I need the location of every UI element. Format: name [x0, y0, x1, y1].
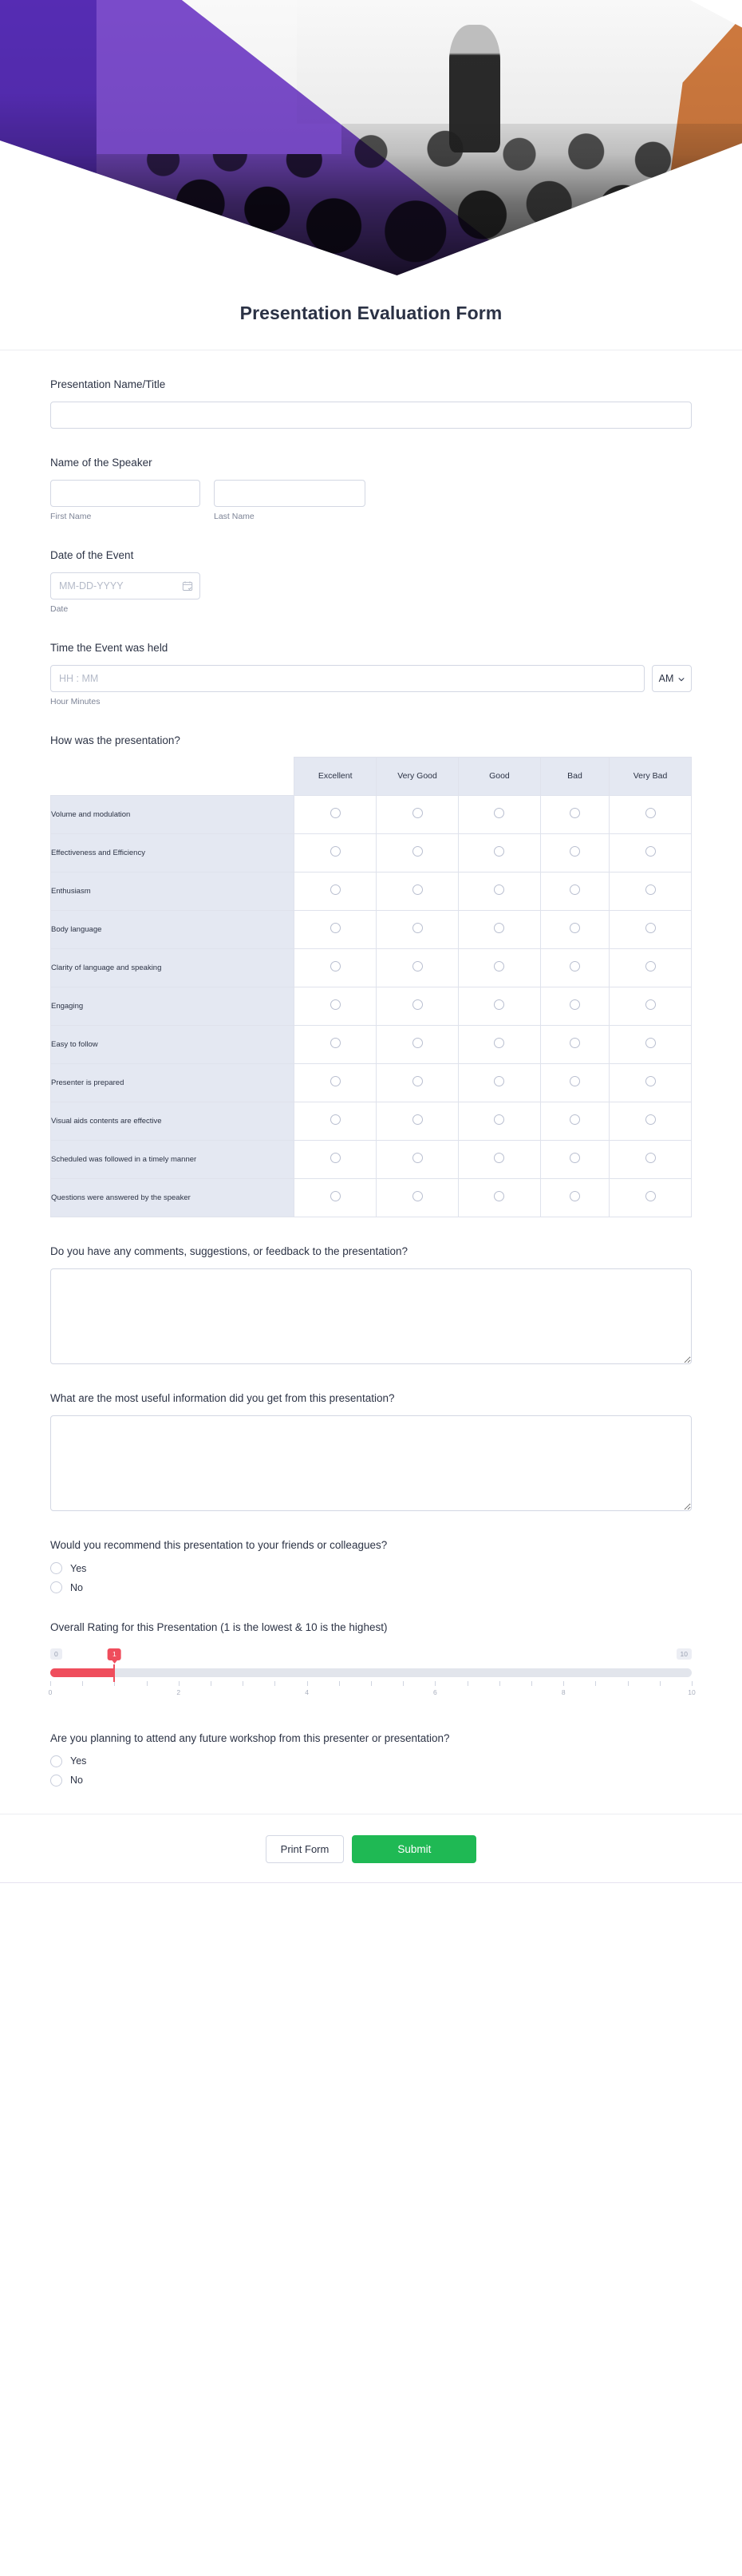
radio-button-icon[interactable] [570, 884, 580, 895]
last-name-sublabel: Last Name [214, 511, 255, 521]
matrix-radio-cell[interactable] [458, 873, 540, 911]
radio-button-icon[interactable] [412, 1191, 423, 1201]
radio-button-icon[interactable] [412, 884, 423, 895]
matrix-radio-cell[interactable] [294, 1102, 377, 1141]
radio-button-icon[interactable] [494, 1076, 504, 1086]
header-image-clip [0, 0, 742, 275]
matrix-radio-cell[interactable] [377, 796, 459, 834]
table-row [51, 987, 692, 1026]
radio-button-icon[interactable] [50, 1562, 62, 1574]
radio-button-icon[interactable] [330, 961, 341, 971]
print-form-button[interactable]: Print Form [266, 1835, 345, 1863]
radio-button-icon[interactable] [494, 999, 504, 1010]
matrix-radio-cell[interactable] [294, 1026, 377, 1064]
slider-handle[interactable] [113, 1664, 115, 1682]
useful-info-label: What are the most useful information did you get from this presentation? [50, 1392, 395, 1405]
presentation-name-label: Presentation Name/Title [50, 378, 166, 390]
comments-textarea[interactable] [50, 1268, 692, 1364]
slider-tick [499, 1681, 500, 1686]
matrix-radio-cell[interactable] [377, 1102, 459, 1141]
radio-button-icon[interactable] [570, 1038, 580, 1048]
matrix-radio-cell[interactable] [458, 949, 540, 987]
matrix-radio-cell[interactable] [458, 834, 540, 873]
radio-button-icon[interactable] [494, 1114, 504, 1125]
slider-tick [403, 1681, 404, 1686]
slider-axis-labels [48, 1688, 696, 1700]
radio-button-icon[interactable] [412, 1114, 423, 1125]
field-recommend [50, 1538, 692, 1593]
event-date-label: Date of the Event [50, 548, 134, 561]
matrix-radio-cell[interactable] [610, 911, 692, 949]
radio-button-icon[interactable] [570, 1191, 580, 1201]
radio-button-icon[interactable] [570, 999, 580, 1010]
radio-button-icon[interactable] [412, 961, 423, 971]
slider-tick [371, 1681, 372, 1686]
table-row [51, 834, 692, 873]
radio-button-icon[interactable] [412, 1038, 423, 1048]
matrix-radio-cell[interactable] [294, 1064, 377, 1102]
radio-button-icon[interactable] [570, 1153, 580, 1163]
chevron-down-icon [677, 675, 685, 683]
matrix-radio-cell[interactable] [458, 987, 540, 1026]
radio-button-icon[interactable] [330, 923, 341, 933]
slider-tick [50, 1681, 51, 1686]
radio-option-row[interactable] [50, 1755, 692, 1767]
field-speaker-name [50, 456, 692, 521]
rating-slider-block [48, 1648, 696, 1704]
matrix-radio-cell[interactable] [610, 949, 692, 987]
matrix-row-label: Presenter is prepared [51, 1064, 294, 1102]
radio-option-label: Yes [70, 1755, 87, 1767]
matrix-radio-cell[interactable] [540, 911, 609, 949]
page-title: Presentation Evaluation Form [239, 303, 503, 323]
radio-button-icon[interactable] [570, 846, 580, 857]
radio-button-icon[interactable] [570, 961, 580, 971]
future-workshop-label: Are you planning to attend any future workshop from this presenter or presentation? [50, 1732, 450, 1745]
radio-button-icon[interactable] [494, 1038, 504, 1048]
matrix-col-header: Excellent [294, 758, 377, 796]
matrix-col-header: Bad [540, 758, 609, 796]
matrix-radio-cell[interactable] [540, 1064, 609, 1102]
radio-button-icon[interactable] [645, 808, 656, 818]
slider-tick [82, 1681, 83, 1686]
radio-option-label: Yes [70, 1562, 87, 1574]
radio-button-icon[interactable] [645, 846, 656, 857]
matrix-radio-cell[interactable] [294, 987, 377, 1026]
table-row [51, 1141, 692, 1179]
matrix-col-header: Very Good [377, 758, 459, 796]
table-row [51, 873, 692, 911]
matrix-radio-cell[interactable] [610, 1064, 692, 1102]
matrix-wrap [50, 757, 692, 1217]
submit-button[interactable]: Submit [352, 1835, 476, 1863]
matrix-row-label: Engaging [51, 987, 294, 1026]
radio-button-icon[interactable] [330, 808, 341, 818]
first-name-group [50, 480, 200, 521]
matrix-radio-cell[interactable] [294, 873, 377, 911]
radio-button-icon[interactable] [494, 808, 504, 818]
radio-button-icon[interactable] [570, 808, 580, 818]
wall-backdrop [297, 0, 742, 124]
radio-button-icon[interactable] [570, 1114, 580, 1125]
radio-button-icon[interactable] [330, 1153, 341, 1163]
matrix-radio-cell[interactable] [458, 1026, 540, 1064]
matrix-radio-cell[interactable] [377, 873, 459, 911]
matrix-radio-cell[interactable] [294, 796, 377, 834]
matrix-radio-cell[interactable] [610, 1179, 692, 1217]
matrix-radio-cell[interactable] [377, 911, 459, 949]
radio-button-icon[interactable] [494, 884, 504, 895]
field-useful-info [50, 1391, 692, 1511]
matrix-header-row [51, 758, 692, 796]
matrix-radio-cell[interactable] [540, 796, 609, 834]
matrix-radio-cell[interactable] [458, 796, 540, 834]
event-date-input[interactable] [50, 572, 200, 599]
radio-button-icon[interactable] [330, 846, 341, 857]
radio-button-icon[interactable] [494, 846, 504, 857]
slider-tick [435, 1681, 436, 1686]
radio-button-icon[interactable] [412, 999, 423, 1010]
matrix-radio-cell[interactable] [377, 1141, 459, 1179]
matrix-question-label: How was the presentation? [50, 734, 180, 746]
matrix-radio-cell[interactable] [610, 987, 692, 1026]
radio-button-icon[interactable] [645, 1076, 656, 1086]
radio-button-icon[interactable] [494, 1191, 504, 1201]
title-section [0, 275, 742, 350]
matrix-radio-cell[interactable] [458, 1102, 540, 1141]
radio-button-icon[interactable] [645, 999, 656, 1010]
form-body [0, 350, 742, 1787]
radio-button-icon[interactable] [494, 961, 504, 971]
radio-button-icon[interactable] [50, 1775, 62, 1787]
matrix-radio-cell[interactable] [540, 949, 609, 987]
field-future-workshop [50, 1731, 692, 1787]
matrix-radio-cell[interactable] [458, 911, 540, 949]
slider-track[interactable] [50, 1668, 692, 1677]
radio-option-label: No [70, 1775, 83, 1787]
table-row [51, 1026, 692, 1064]
matrix-radio-cell[interactable] [294, 949, 377, 987]
field-presentation-matrix [50, 734, 692, 1218]
matrix-radio-cell[interactable] [377, 987, 459, 1026]
radio-button-icon[interactable] [645, 923, 656, 933]
matrix-radio-cell[interactable] [540, 1141, 609, 1179]
slider-tick [147, 1681, 148, 1686]
matrix-radio-cell[interactable] [458, 1141, 540, 1179]
radio-button-icon[interactable] [494, 923, 504, 933]
table-row [51, 796, 692, 834]
radio-option-row[interactable] [50, 1775, 692, 1787]
matrix-radio-cell[interactable] [377, 1026, 459, 1064]
slider-tick [339, 1681, 340, 1686]
radio-button-icon[interactable] [330, 1076, 341, 1086]
first-name-input[interactable] [50, 480, 200, 507]
speaker-figure [449, 25, 500, 152]
radio-button-icon[interactable] [50, 1755, 62, 1767]
matrix-radio-cell[interactable] [610, 796, 692, 834]
recommend-label: Would you recommend this presentation to your friends or colleagues? [50, 1539, 388, 1552]
radio-button-icon[interactable] [412, 1153, 423, 1163]
last-name-input[interactable] [214, 480, 365, 507]
matrix-row-label: Visual aids contents are effective [51, 1102, 294, 1141]
matrix-row-label: Body language [51, 911, 294, 949]
slider-tick [628, 1681, 629, 1686]
slider-tick [307, 1681, 308, 1686]
radio-option-row[interactable] [50, 1581, 692, 1593]
matrix-body [51, 796, 692, 1217]
matrix-corner-cell [51, 758, 294, 796]
future-workshop-options [50, 1755, 692, 1787]
useful-info-textarea[interactable] [50, 1415, 692, 1511]
rating-slider[interactable] [48, 1648, 696, 1704]
matrix-radio-cell[interactable] [377, 1179, 459, 1217]
matrix-row-label: Scheduled was followed in a timely manner [51, 1141, 294, 1179]
slider-tick [531, 1681, 532, 1686]
matrix-radio-cell[interactable] [610, 1026, 692, 1064]
ampm-selected-value: AM [658, 672, 674, 684]
radio-button-icon[interactable] [330, 1191, 341, 1201]
slider-axis-label: 6 [433, 1688, 437, 1697]
matrix-radio-cell[interactable] [540, 1179, 609, 1217]
slider-max-badge: 10 [677, 1648, 692, 1660]
field-comments [50, 1244, 692, 1364]
slider-axis-label: 8 [561, 1688, 566, 1697]
time-row [50, 665, 692, 692]
radio-button-icon[interactable] [645, 1038, 656, 1048]
matrix-row-label: Effectiveness and Efficiency [51, 834, 294, 873]
field-presentation-name [50, 378, 692, 429]
matrix-radio-cell[interactable] [294, 1179, 377, 1217]
header-banner [0, 0, 742, 275]
matrix-radio-cell[interactable] [377, 949, 459, 987]
comments-label: Do you have any comments, suggestions, or feedback to the presentation? [50, 1245, 408, 1258]
speaker-name-row [50, 480, 692, 521]
matrix-col-header: Very Bad [610, 758, 692, 796]
slider-tick [274, 1681, 275, 1686]
matrix-row-label: Questions were answered by the speaker [51, 1179, 294, 1217]
radio-button-icon[interactable] [570, 1076, 580, 1086]
radio-button-icon[interactable] [645, 884, 656, 895]
recommend-options [50, 1562, 692, 1593]
matrix-radio-cell[interactable] [458, 1179, 540, 1217]
radio-button-icon[interactable] [412, 1076, 423, 1086]
matrix-row-label: Clarity of language and speaking [51, 949, 294, 987]
matrix-radio-cell[interactable] [610, 834, 692, 873]
matrix-col-header: Good [458, 758, 540, 796]
radio-button-icon[interactable] [645, 1153, 656, 1163]
matrix-radio-cell[interactable] [540, 834, 609, 873]
overall-rating-label: Overall Rating for this Presentation (1 is the lowest & 10 is the highest) [50, 1621, 388, 1634]
matrix-radio-cell[interactable] [458, 1064, 540, 1102]
slider-track-fill [50, 1668, 114, 1677]
slider-tick [660, 1681, 661, 1686]
matrix-radio-cell[interactable] [294, 911, 377, 949]
matrix-radio-cell[interactable] [540, 1026, 609, 1064]
slider-axis-label: 10 [688, 1688, 696, 1697]
speaker-name-label: Name of the Speaker [50, 456, 152, 469]
matrix-row-label: Easy to follow [51, 1026, 294, 1064]
radio-button-icon[interactable] [645, 1114, 656, 1125]
field-overall-rating [48, 1620, 696, 1704]
matrix-radio-cell[interactable] [377, 834, 459, 873]
slider-value-bubble: 1 [108, 1648, 121, 1660]
bottom-divider [0, 1882, 742, 1883]
event-time-input[interactable] [50, 665, 645, 692]
matrix-radio-cell[interactable] [610, 873, 692, 911]
event-time-label: Time the Event was held [50, 641, 168, 654]
rating-matrix-table [50, 757, 692, 1217]
event-date-sublabel: Date [50, 603, 69, 614]
radio-option-label: No [70, 1581, 83, 1593]
matrix-radio-cell[interactable] [540, 873, 609, 911]
slider-min-badge: 0 [50, 1648, 62, 1660]
slider-tick [563, 1681, 564, 1686]
matrix-row-label: Volume and modulation [51, 796, 294, 834]
first-name-sublabel: First Name [50, 511, 92, 521]
matrix-head [51, 758, 692, 796]
slider-tick [179, 1681, 180, 1686]
table-row [51, 911, 692, 949]
radio-button-icon[interactable] [494, 1153, 504, 1163]
matrix-radio-cell[interactable] [610, 1102, 692, 1141]
table-row [51, 1102, 692, 1141]
radio-button-icon[interactable] [645, 1191, 656, 1201]
slider-axis-label: 0 [48, 1688, 53, 1697]
table-row [51, 949, 692, 987]
radio-button-icon[interactable] [570, 923, 580, 933]
date-input-wrap [50, 572, 200, 599]
matrix-radio-cell[interactable] [540, 1102, 609, 1141]
radio-button-icon[interactable] [412, 846, 423, 857]
last-name-group [214, 480, 365, 521]
matrix-radio-cell[interactable] [377, 1064, 459, 1102]
radio-button-icon[interactable] [50, 1581, 62, 1593]
radio-button-icon[interactable] [330, 999, 341, 1010]
field-event-time [50, 641, 692, 706]
radio-button-icon[interactable] [330, 1114, 341, 1125]
event-time-sublabel: Hour Minutes [50, 696, 101, 706]
radio-button-icon[interactable] [412, 808, 423, 818]
matrix-row-label: Enthusiasm [51, 873, 294, 911]
field-event-date [50, 548, 692, 614]
presentation-name-input[interactable] [50, 402, 692, 429]
form-footer [0, 1814, 742, 1882]
radio-button-icon[interactable] [330, 884, 341, 895]
matrix-radio-cell[interactable] [294, 834, 377, 873]
slider-tick [692, 1681, 693, 1686]
radio-button-icon[interactable] [412, 923, 423, 933]
slider-ticks [50, 1681, 692, 1687]
slider-axis-label: 2 [176, 1688, 181, 1697]
radio-button-icon[interactable] [645, 961, 656, 971]
radio-button-icon[interactable] [330, 1038, 341, 1048]
radio-option-row[interactable] [50, 1562, 692, 1574]
slider-axis-label: 4 [305, 1688, 309, 1697]
matrix-radio-cell[interactable] [294, 1141, 377, 1179]
slider-tick [595, 1681, 596, 1686]
matrix-radio-cell[interactable] [540, 987, 609, 1026]
table-row [51, 1064, 692, 1102]
table-row [51, 1179, 692, 1217]
ampm-select[interactable] [652, 665, 692, 692]
matrix-radio-cell[interactable] [610, 1141, 692, 1179]
